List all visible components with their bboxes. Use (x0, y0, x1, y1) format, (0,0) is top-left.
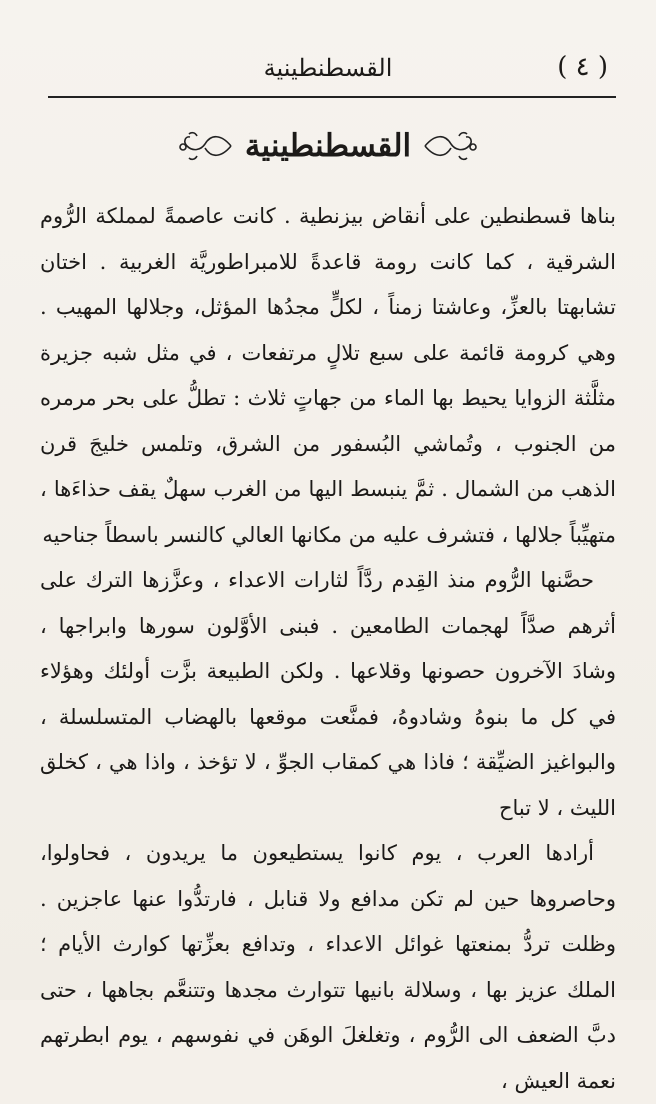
ornament-right-icon (421, 128, 479, 164)
chapter-title: القسطنطينية (244, 128, 412, 164)
body-text (40, 194, 616, 1104)
chapter-heading (0, 118, 656, 174)
header-rule (48, 96, 616, 98)
paragraph-3: أرادها العرب ، يوم كانوا يستطيعون ما يريدون ، فحاولوا، وحاصروها حين لم تكن مدافع ولا قنابل ، فارتدُّوا عنها عاجزين . وظلت تردُّ بمنعتها غوائل الاعداء ، وتدافع بعزِّتها كوارث الأيام ؛ الملك عزيز بها ، وسلالة بانيها تتوارث مجدها وتتنعَّم بجاهها ، حتى دبَّ الضعف الى الرُّوم ، وتغلغلَ الوهَن في نفوسهم ، يوم ابطرتهم نعمة العيش ، (40, 841, 616, 1093)
ornament-left-icon (177, 128, 235, 164)
page-header (48, 52, 608, 92)
running-title: القسطنطينية (263, 54, 393, 82)
page-number: ( ٤ ) (557, 52, 608, 82)
paragraph-2: حصَّنها الرُّوم منذ القِدم ردَّاً لثارات الاعداء ، وعزَّزها الترك على أثرهم صدَّاً لهجمات الطامعين . فبنى الأوَّلون سورها وابراجها ، وشادَ الآخرون حصونها وقلاعها . ولكن الطبيعة بزَّت أولئك وهؤلاء في كل ما بنوهُ وشادوهُ، فمنَّعت موقعها بالهضاب المتسلسلة ، والبواغيز الضيِّقة ؛ فاذا هي كمقاب الجوِّ ، لا تؤخذ ، واذا هي ، كخلق الليث ، لا تباح (40, 568, 616, 820)
paragraph-1: بناها قسطنطين على أنقاض بيزنطية . كانت عاصمةً لمملكة الرُّوم الشرقية ، كما كانت رومة قاعدةً للامبراطوريَّة الغربية . اختان تشابهتا بالعزِّ، وعاشتا زمناً ، لكلٍّ مجدُها المؤثل، وجلالها المهيب . وهي كرومة قائمة على سبع تلالٍ مرتفعات ، في مثل شبه جزيرة مثلَّثة الزوايا يحيط بها الماء من جهاتٍ ثلاث : تطلُّ على بحر مرمره من الجنوب ، وتُماشي البُسفور من الشرق، وتلمس خليجَ قرن الذهب من الشمال . ثمَّ ينبسط اليها من الغرب سهلٌ يقف حذاءَها ، متهيِّباً جلالها ، فتشرف عليه من مكانها العالي كالنسر باسطاً جناحيه (40, 204, 616, 547)
